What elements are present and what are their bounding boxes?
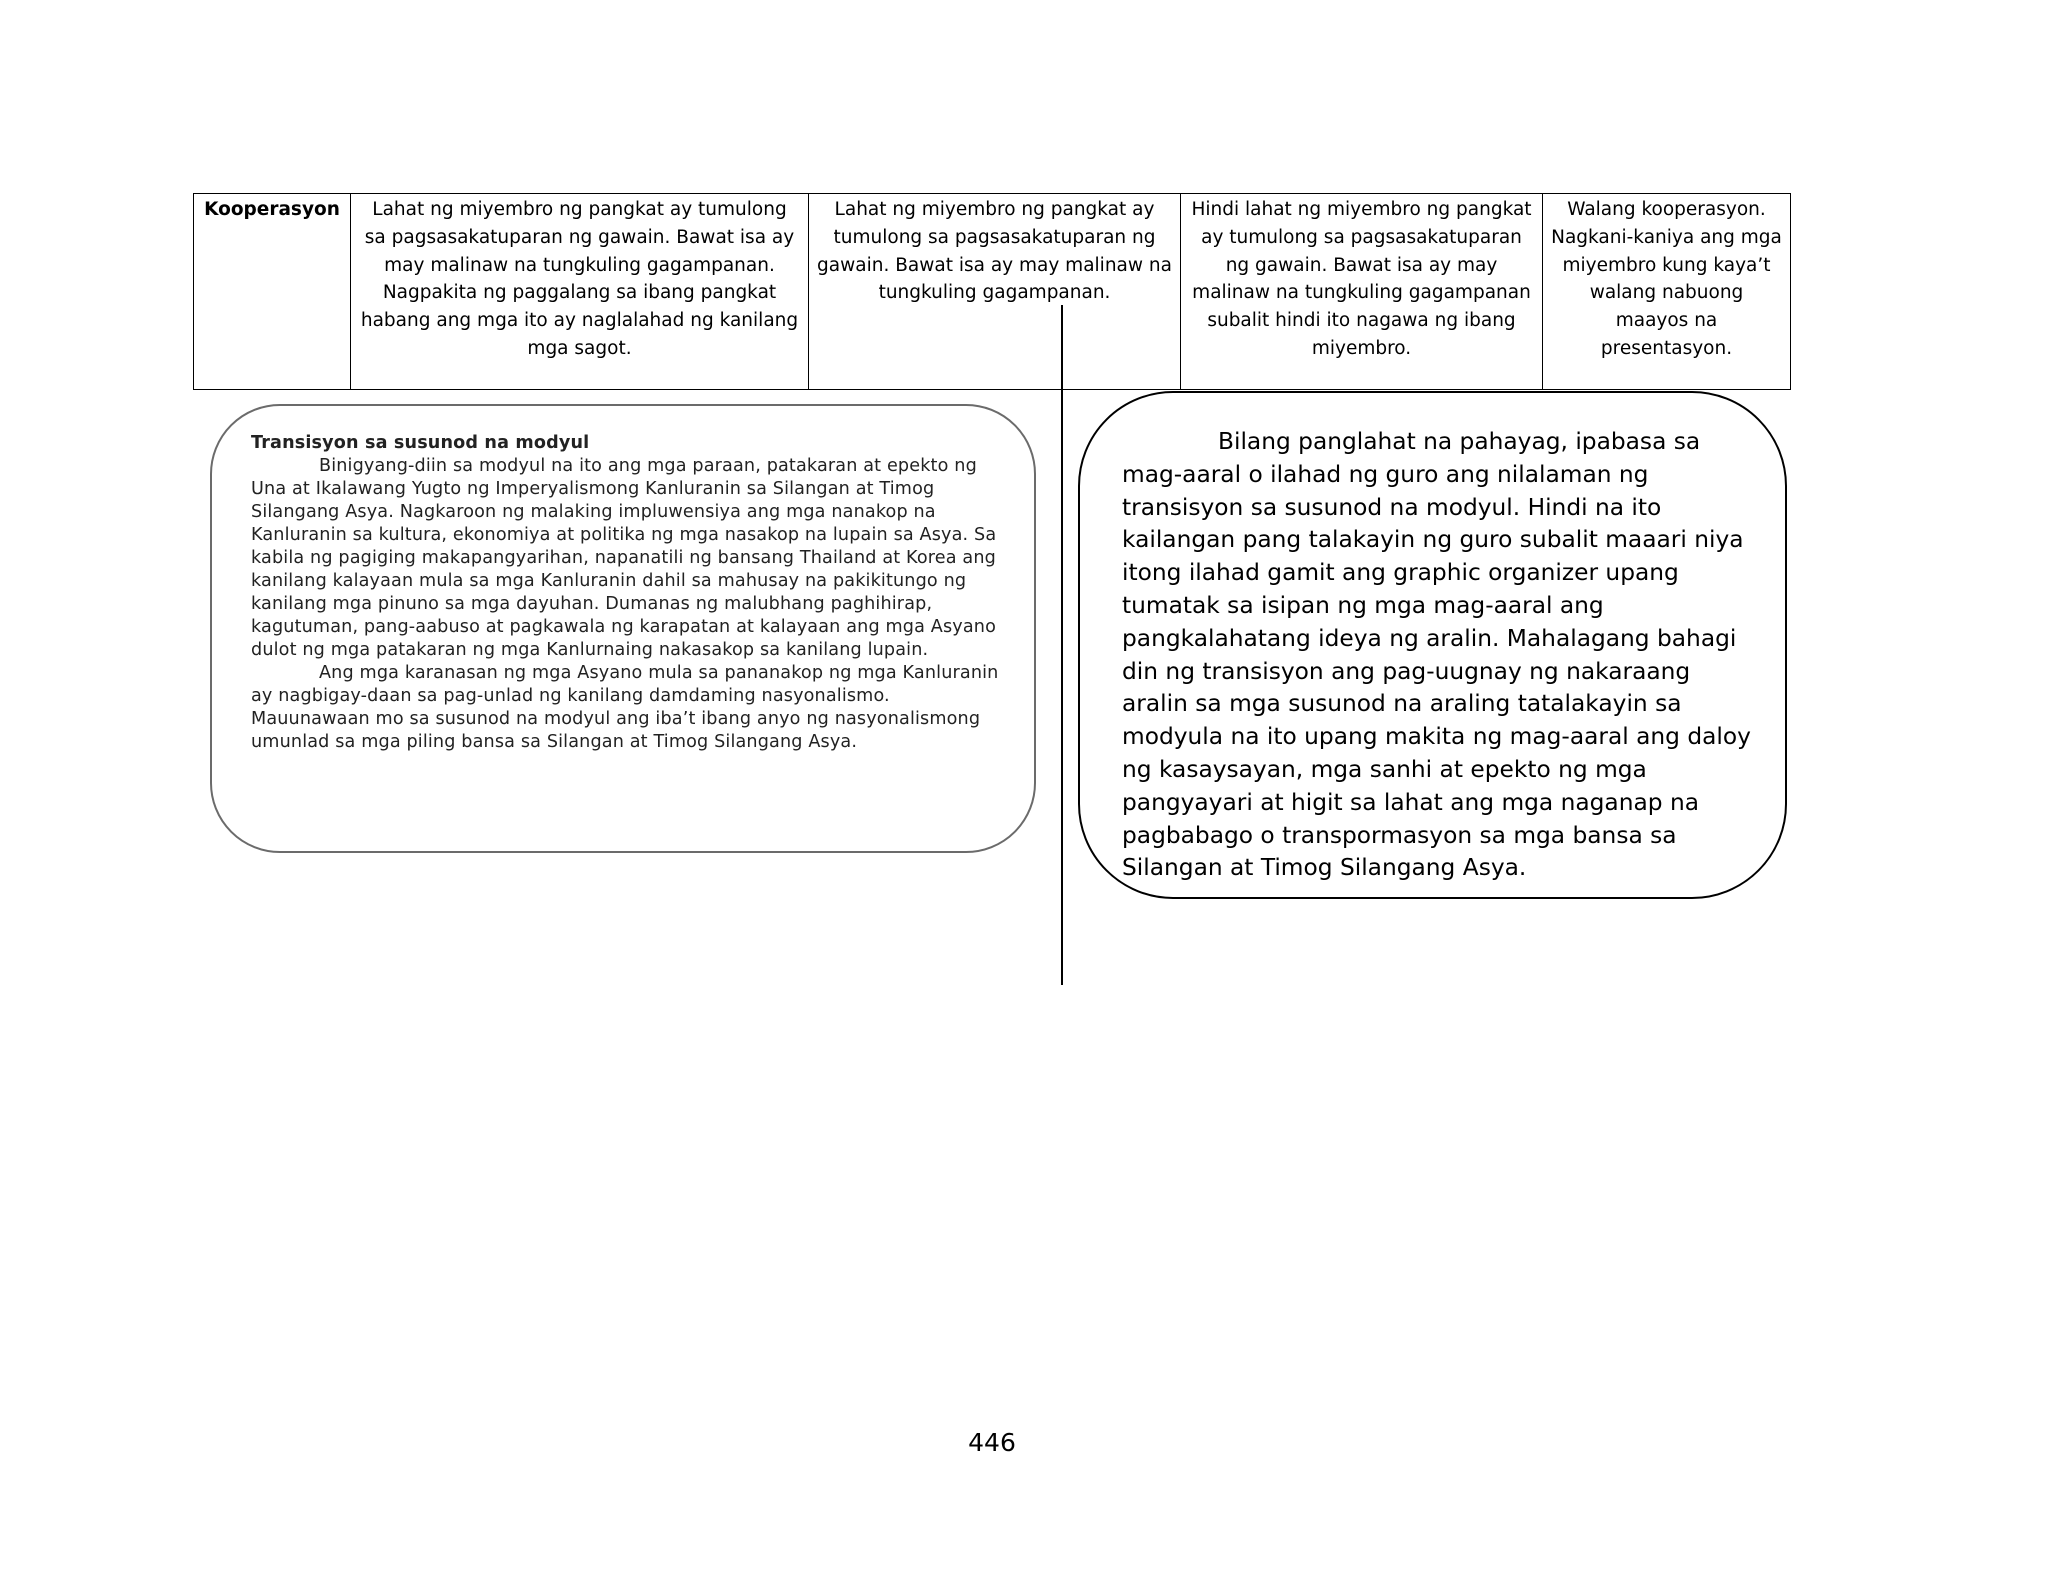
transition-paragraph-2: Ang mga karanasan ng mga Asyano mula sa pananakop ng mga Kanluranin ay nagbigay-daan sa pag-unlad ng kanilang damdaming nasyonalismo. Mauunawaan mo sa susunod na modyul ang iba’t ibang anyo ng nasyonalismong umunlad sa mga piling bansa sa Silangan at Timog Silangang Asya. [251,663,999,752]
transition-title: Transisyon sa susunod na modyul [251,433,590,453]
transition-paragraph-1: Binigyang-diin sa modyul na ito ang mga paraan, patakaran at epekto ng Una at Ikalawang Yugto ng Imperyalismong Kanluranin sa Silangan at Timog Silangang Asya. Nagkaroon ng malaking impluwensiya ang mga nanakop na Kanluranin sa kultura, ekonomiya at politika ng mga nasakop na lupain sa Asya. Sa kabila ng pagiging makapangyarihan, napanatili ng bansang Thailand at Korea ang kanilang kalayaan mula sa mga Kanluranin dahil sa mahusay na pakikitungo ng kanilang mga pinuno sa mga dayuhan. Dumanas ng malubhang paghihirap, kagutuman, pang-aabuso at pagkawala ng karapatan at kalayaan ang mga Asyano dulot ng mga patakaran ng mga Kanlurnaing nakasakop sa kanilang lupain. [251,456,997,660]
rubric-level-1: Walang kooperasyon. Nagkani-kaniya ang mga miyembro kung kaya’t walang nabuong maayos na presentasyon. [1543,194,1791,390]
rubric-criterion: Kooperasyon [194,194,351,390]
rubric-level-4: Lahat ng miyembro ng pangkat ay tumulong sa pagsasakatuparan ng gawain. Bawat isa ay may malinaw na tungkuling gagampanan. Nagpakita ng paggalang sa ibang pangkat habang ang mga ito ay naglalahad ng kanilang mga sagot. [351,194,809,390]
divider-line [1061,305,1063,985]
teacher-note-text: Bilang panglahat na pahayag, ipabasa sa mag-aaral o ilahad ng guro ang nilalaman ng transisyon sa susunod na modyul. Hindi na ito kailangan pang talakayin ng guro subalit maaari niya itong ilahad gamit ang graphic organizer upang tumatak sa isipan ng mga mag-aaral ang pangkalahatang ideya ng aralin. Mahalagang bahagi din ng transisyon ang pag-uugnay ng nakaraang aralin sa mga susunod na araling tatalakayin sa modyula na ito upang makita ng mag-aaral ang daloy ng kasaysayan, mga sanhi at epekto ng mga pangyayari at higit sa lahat ang mga naganap na pagbabago o transpormasyon sa mga bansa sa Silangan at Timog Silangang Asya. [1122,428,1751,882]
transition-content [251,432,1011,754]
rubric-table [193,193,1791,390]
rubric-row-kooperasyon [194,194,1791,390]
rubric-level-2: Hindi lahat ng miyembro ng pangkat ay tumulong sa pagsasakatuparan ng gawain. Bawat isa ay may malinaw na tungkuling gagampanan subalit hindi ito nagawa ng ibang miyembro. [1181,194,1543,390]
teacher-note-box [1078,391,1787,899]
rubric-level-3: Lahat ng miyembro ng pangkat ay tumulong sa pagsasakatuparan ng gawain. Bawat isa ay may malinaw na tungkuling gagampanan. [809,194,1181,390]
transition-box [210,404,1036,853]
page-number: 446 [968,1428,1016,1457]
